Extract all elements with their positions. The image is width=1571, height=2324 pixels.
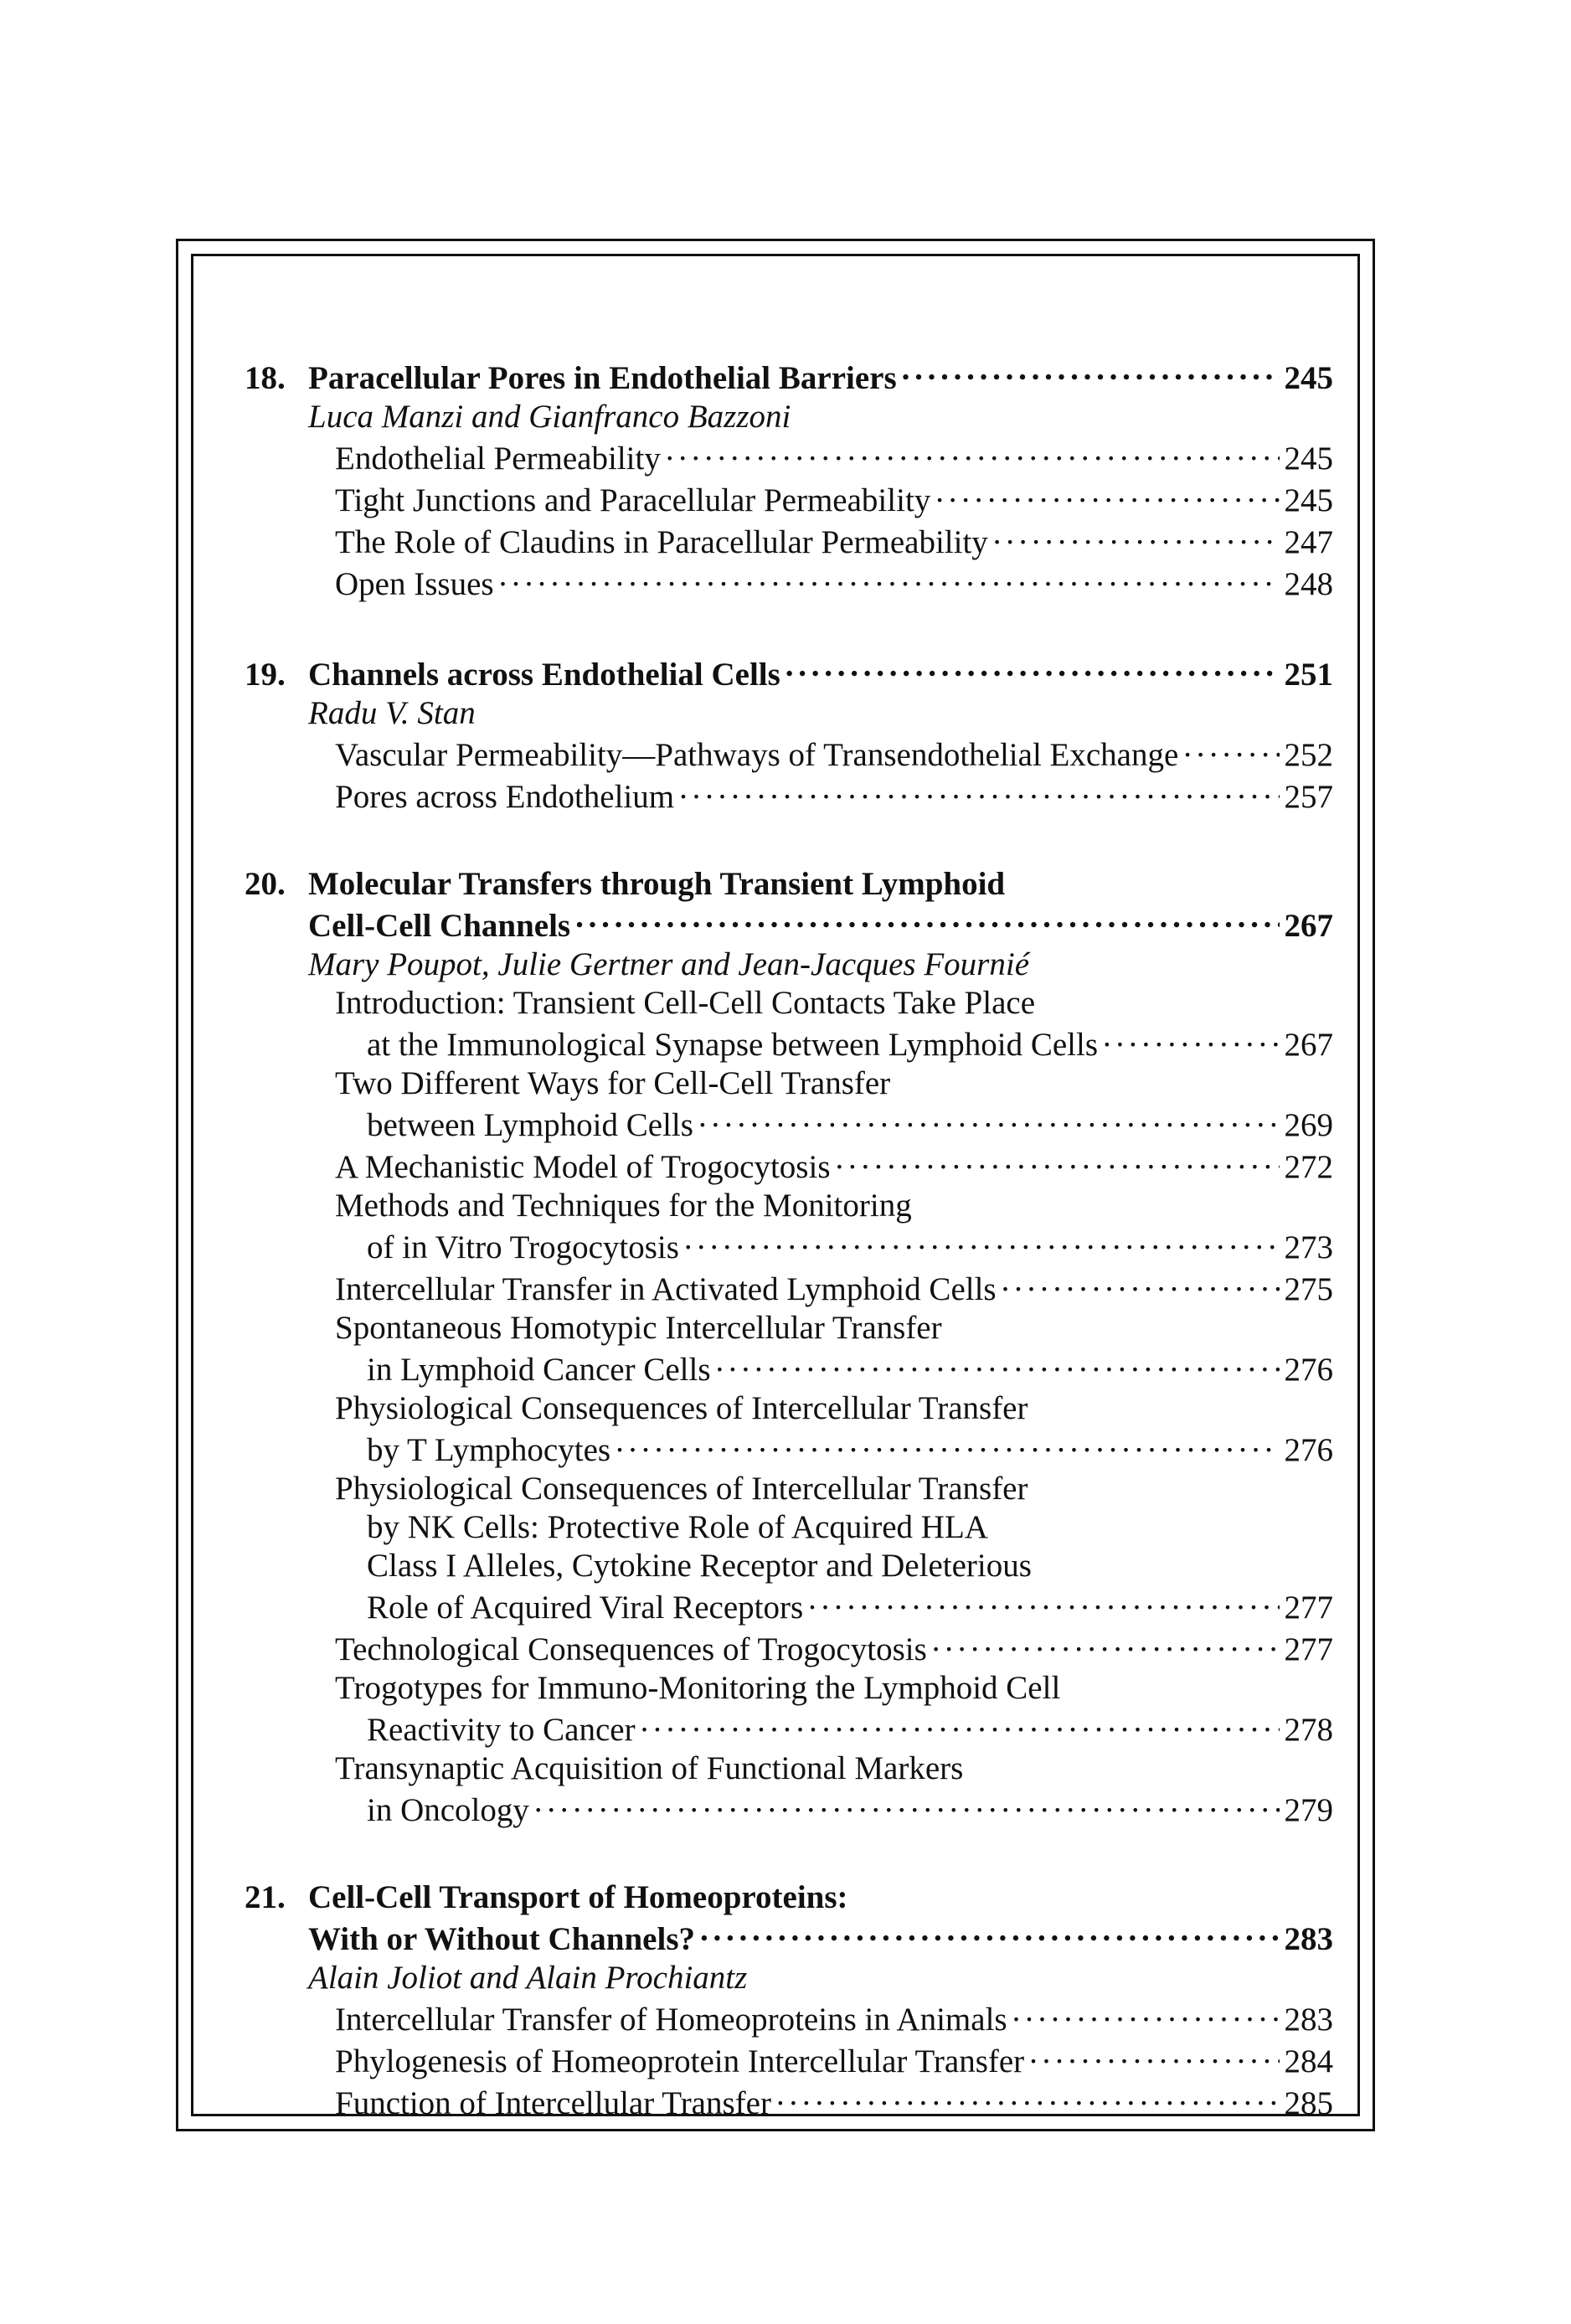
section-entry [308,1103,1333,1145]
chapter-authors [308,398,1333,436]
chapter-row [245,356,1333,604]
chapter-row [245,652,1333,817]
section-entry [308,1428,1333,1470]
section-entry [308,478,1333,520]
dot-leader [1183,733,1279,765]
section-entry [308,1627,1333,1669]
section-page-number: 248 [1284,566,1333,602]
dot-leader [698,1103,1280,1136]
chapter-entry [245,865,1333,1830]
section-page-number: 257 [1284,779,1333,815]
section-title-text: in Oncology [367,1792,529,1828]
chapter-authors [308,946,1333,984]
section-page-number: 269 [1284,1107,1333,1143]
section-entry [308,1225,1333,1267]
section-page-number: 278 [1284,1712,1333,1748]
dot-leader [1012,1997,1280,2030]
chapter-entry [245,1878,1333,2123]
section-page-number: 273 [1284,1229,1333,1265]
section-title-line [308,1547,1333,1585]
chapter-authors [308,1959,1333,1997]
section-title-line [308,1064,1333,1103]
chapter-body [303,356,1333,604]
chapter-number: 19. [245,657,286,693]
section-entry [308,1708,1333,1749]
section-page-number: 285 [1284,2085,1333,2121]
chapter-title [308,356,1333,398]
section-title-line [308,1508,1333,1547]
section-title-text: at the Immunological Synapse between Lymphoid Cells [367,1027,1099,1063]
section-title-text: by NK Cells: Protective Role of Acquired HLA [367,1509,988,1545]
chapter-page-number: 267 [1284,908,1333,944]
chapter-entry [245,652,1333,817]
chapter-title-text: Cell-Cell Transport of Homeoproteins: [308,1879,848,1915]
section-title-line [308,984,1333,1023]
section-page-number: 275 [1284,1271,1333,1307]
section-entry [308,1997,1333,2039]
chapter-title-text: With or Without Channels? [308,1921,696,1957]
dot-leader [935,478,1279,511]
section-title-text: Physiological Consequences of Intercellular Transfer [335,1390,1028,1426]
dot-leader [1029,2039,1279,2072]
section-title-text: of in Vitro Trogocytosis [367,1229,679,1265]
section-title-text: Intercellular Transfer of Homeoproteins in Animals [335,2002,1007,2038]
dot-leader [499,562,1280,595]
dot-leader [836,1145,1280,1177]
dot-leader [716,1348,1280,1380]
dot-leader [1002,1267,1280,1300]
section-entry [308,1145,1333,1187]
section-entry [308,1585,1333,1627]
section-title-text: Reactivity to Cancer [367,1712,636,1748]
section-entry [308,436,1333,478]
section-entry [308,520,1333,562]
section-title-text: The Role of Claudins in Paracellular Permeability [335,524,988,560]
dot-leader [534,1788,1280,1821]
section-page-number: 245 [1284,482,1333,518]
section-title-text: Transynaptic Acquisition of Functional Markers [335,1750,964,1786]
section-title-text: Physiological Consequences of Intercellular Transfer [335,1471,1028,1507]
section-page-number: 284 [1284,2043,1333,2079]
chapter-title-line [308,865,1333,904]
section-title-text: Role of Acquired Viral Receptors [367,1590,804,1626]
chapter-row [245,1878,1333,2123]
dot-leader [616,1428,1279,1461]
section-title-text: Endothelial Permeability [335,441,661,477]
section-entry [308,2081,1333,2123]
dot-leader [808,1585,1279,1618]
dot-leader [641,1708,1280,1740]
dot-leader [786,652,1280,685]
chapter-body [303,1878,1333,2123]
section-title-line [308,1309,1333,1348]
dot-leader [666,436,1280,469]
dot-leader [684,1225,1280,1258]
dot-leader [575,904,1279,936]
section-entry [308,1023,1333,1064]
chapter-body [303,652,1333,817]
dot-leader [1103,1023,1279,1055]
section-entry [308,1788,1333,1830]
table-of-contents [245,356,1333,2172]
section-entry [308,2039,1333,2081]
section-title-line [308,1470,1333,1508]
section-page-number: 245 [1284,441,1333,477]
section-title-text: Technological Consequences of Trogocytosis [335,1631,927,1667]
section-page-number: 277 [1284,1590,1333,1626]
chapter-authors-text: Mary Poupot, Julie Gertner and Jean-Jacques Fournié [308,946,1030,982]
section-title-text: Two Different Ways for Cell-Cell Transfer [335,1065,891,1101]
chapter-number: 21. [245,1879,286,1915]
chapter-authors-text: Radu V. Stan [308,695,476,731]
chapter-page-number: 245 [1284,360,1333,396]
section-page-number: 276 [1284,1352,1333,1388]
section-title-line [308,1669,1333,1708]
section-title-text: in Lymphoid Cancer Cells [367,1352,711,1388]
dot-leader [993,520,1280,553]
section-entry [308,1348,1333,1389]
chapter-authors [308,694,1333,733]
chapter-number: 20. [245,866,286,902]
dot-leader [932,1627,1280,1660]
section-title-text: Vascular Permeability—Pathways of Transendothelial Exchange [335,737,1179,773]
section-page-number: 252 [1284,737,1333,773]
chapter-title [308,652,1333,694]
section-entry [308,1267,1333,1309]
chapter-title-text: Molecular Transfers through Transient Lymphoid [308,866,1006,902]
chapter-body [303,865,1333,1830]
section-title-line [308,1187,1333,1225]
section-title-text: Open Issues [335,566,494,602]
section-title-text: Pores across Endothelium [335,779,675,815]
section-title-text: Class I Alleles, Cytokine Receptor and Deleterious [367,1548,1032,1584]
dot-leader [776,2081,1280,2114]
section-page-number: 267 [1284,1027,1333,1063]
section-title-text: Introduction: Transient Cell-Cell Contacts Take Place [335,985,1036,1021]
section-title-text: Spontaneous Homotypic Intercellular Transfer [335,1310,942,1346]
chapter-authors-text: Alain Joliot and Alain Prochiantz [308,1960,748,1996]
chapter-page-number: 251 [1284,657,1333,693]
section-title-text: by T Lymphocytes [367,1432,611,1468]
section-page-number: 279 [1284,1792,1333,1828]
chapter-number: 18. [245,360,286,396]
section-title-text: Phylogenesis of Homeoprotein Intercellular Transfer [335,2043,1025,2079]
chapter-page-number: 283 [1284,1921,1333,1957]
chapter-authors-text: Luca Manzi and Gianfranco Bazzoni [308,399,791,435]
chapter-title-text: Channels across Endothelial Cells [308,657,780,693]
dot-leader [679,775,1279,807]
chapter-title [308,904,1333,946]
chapter-title-line [308,1878,1333,1917]
section-page-number: 277 [1284,1631,1333,1667]
section-title-text: between Lymphoid Cells [367,1107,693,1143]
chapter-title [308,1917,1333,1959]
dot-leader [902,356,1280,389]
section-title-text: Intercellular Transfer in Activated Lymphoid Cells [335,1271,997,1307]
section-title-text: Trogotypes for Immuno-Monitoring the Lymphoid Cell [335,1670,1061,1706]
chapter-title-text: Cell-Cell Channels [308,908,571,944]
section-title-text: Tight Junctions and Paracellular Permeability [335,482,931,518]
section-page-number: 247 [1284,524,1333,560]
section-page-number: 272 [1284,1149,1333,1185]
section-entry [308,733,1333,775]
section-page-number: 283 [1284,2002,1333,2038]
section-title-line [308,1389,1333,1428]
section-page-number: 276 [1284,1432,1333,1468]
section-entry [308,775,1333,817]
section-title-text: Methods and Techniques for the Monitoring [335,1188,912,1224]
chapter-row [245,865,1333,1830]
chapter-entry [245,356,1333,604]
section-title-text: A Mechanistic Model of Trogocytosis [335,1149,831,1185]
chapter-title-text: Paracellular Pores in Endothelial Barriers [308,360,897,396]
section-title-text: Function of Intercellular Transfer [335,2085,771,2121]
section-title-line [308,1749,1333,1788]
dot-leader [700,1917,1279,1950]
section-entry [308,562,1333,604]
